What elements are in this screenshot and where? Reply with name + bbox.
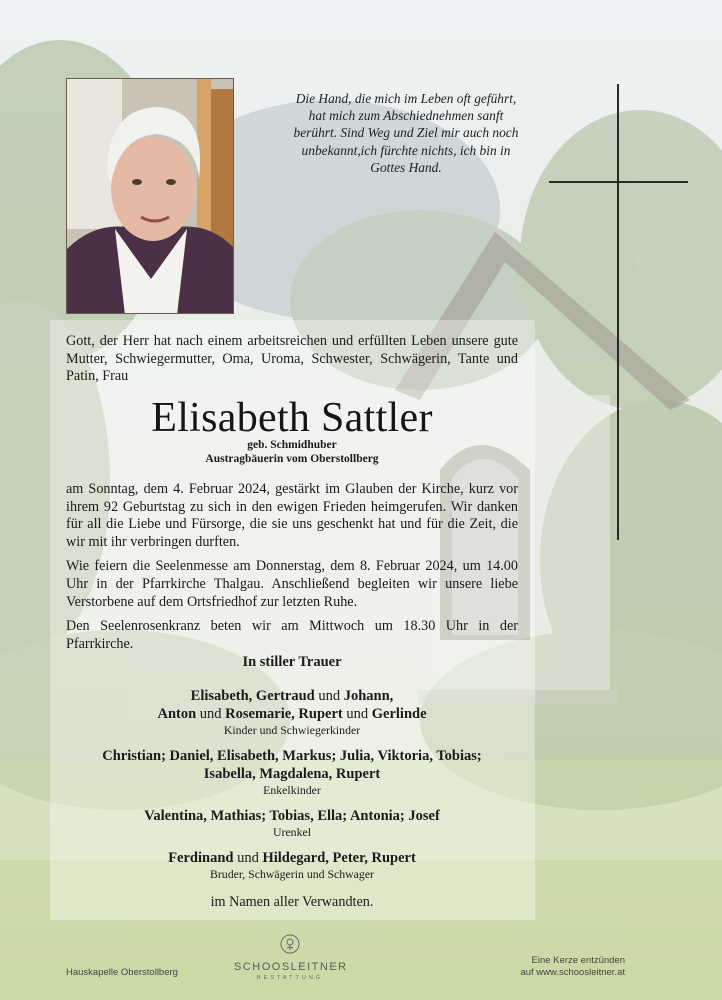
- portrait-photo: [66, 78, 234, 314]
- mourners-section: [66, 653, 518, 891]
- birth-name: geb. Schmidhuber: [247, 439, 337, 451]
- logo-name: SCHOOSLEITNER: [234, 961, 348, 973]
- mourner-names: [66, 705, 518, 723]
- connector-text: und: [342, 706, 372, 722]
- mourner-name: Johann,: [343, 688, 394, 704]
- intro-text: Gott, der Herr hat nach einem arbeitsreichen und erfüllten Leben unsere gute Mutter, Schwiegermutter, Oma, Uroma, Schwester, Schwägerin, Tante und Patin, Frau: [66, 333, 518, 385]
- relation-label: Urenkel: [273, 825, 311, 839]
- mourner-groups: [66, 687, 518, 881]
- rose-emblem-icon: [280, 934, 300, 954]
- deceased-details: [66, 438, 518, 466]
- closing-line: im Namen aller Verwandten.: [210, 894, 374, 910]
- mourning-heading: In stiller Trauer: [242, 654, 342, 670]
- cross-icon: [617, 84, 619, 540]
- mourner-group: [66, 687, 518, 737]
- cross-icon-crossbar: [549, 181, 688, 183]
- mourner-group: [66, 849, 518, 881]
- mourner-name: Gerlinde: [371, 706, 427, 722]
- mourner-names: [66, 765, 518, 783]
- mourner-name: Valentina, Mathias; Tobias, Ella; Antonia; Josef: [144, 808, 440, 824]
- poem-line: Gottes Hand.: [370, 159, 442, 175]
- mourner-name: Ferdinand: [168, 850, 234, 866]
- funeral-home-logo: [234, 934, 346, 982]
- relation-label: Kinder und Schwiegerkinder: [223, 723, 361, 737]
- announcement-body: [66, 481, 518, 660]
- mourner-names: [66, 807, 518, 825]
- candle-link-url[interactable]: auf www.schoosleitner.at: [520, 967, 625, 978]
- deceased-name: Elisabeth Sattler: [151, 395, 433, 441]
- relation-label: Bruder, Schwägerin und Schwager: [210, 867, 374, 881]
- deceased-title: Austragbäuerin vom Oberstollberg: [205, 453, 379, 465]
- photo-caption: Hauskapelle Oberstollberg: [66, 967, 178, 978]
- mourner-names: [66, 687, 518, 705]
- paragraph-death: am Sonntag, dem 4. Februar 2024, gestärkt im Glauben der Kirche, kurz vor ihrem 92 Geburtstag zu sich in den ewigen Frieden heimgerufen. Wir danken für all die Liebe und Fürsorge, die sie uns geschenkt hat und für die Zeit, die wir mit ihr verbringen durften.: [66, 481, 518, 550]
- mourner-name: Elisabeth, Gertraud: [190, 688, 315, 704]
- connector-text: und: [196, 706, 226, 722]
- poem-line: unbekannt,ich fürchte nichts, ich bin in: [301, 142, 511, 158]
- mourner-name: Isabella, Magdalena, Rupert: [203, 766, 381, 782]
- candle-link-line: Eine Kerze entzünden: [531, 955, 625, 966]
- poem: [275, 90, 537, 176]
- mourner-name: Hildegard, Peter, Rupert: [262, 850, 416, 866]
- mourner-name: Christian; Daniel, Elisabeth, Markus; Julia, Viktoria, Tobias;: [102, 748, 482, 764]
- candle-link[interactable]: [500, 955, 625, 979]
- paragraph-rosary: Den Seelenrosenkranz beten wir am Mittwoch um 18.30 Uhr in der Pfarrkirche.: [66, 618, 518, 652]
- paragraph-funeral: Wie feiern die Seelenmesse am Donnerstag, dem 8. Februar 2024, um 14.00 Uhr in der Pfarrkirche Thalgau. Anschließend begleiten wir unsere liebe Verstorbene auf dem Ortsfriedhof zur letzten Ruhe.: [66, 558, 518, 610]
- poem-line: hat mich zum Abschiednehmen sanft: [308, 108, 504, 124]
- mourner-group: [66, 747, 518, 797]
- mourner-name: Rosemarie, Rupert: [225, 706, 343, 722]
- logo-subtitle: BESTATTUNG: [256, 975, 324, 981]
- mourner-names: [66, 849, 518, 867]
- relation-label: Enkelkinder: [263, 783, 321, 797]
- poem-line: berührt. Sind Weg und Ziel mir auch noch: [293, 125, 519, 141]
- poem-line: Die Hand, die mich im Leben oft geführt,: [295, 91, 517, 106]
- mourner-group: [66, 807, 518, 839]
- mourner-name: Anton: [157, 706, 197, 722]
- connector-text: und: [233, 850, 263, 866]
- connector-text: und: [314, 688, 344, 704]
- mourner-names: [66, 747, 518, 765]
